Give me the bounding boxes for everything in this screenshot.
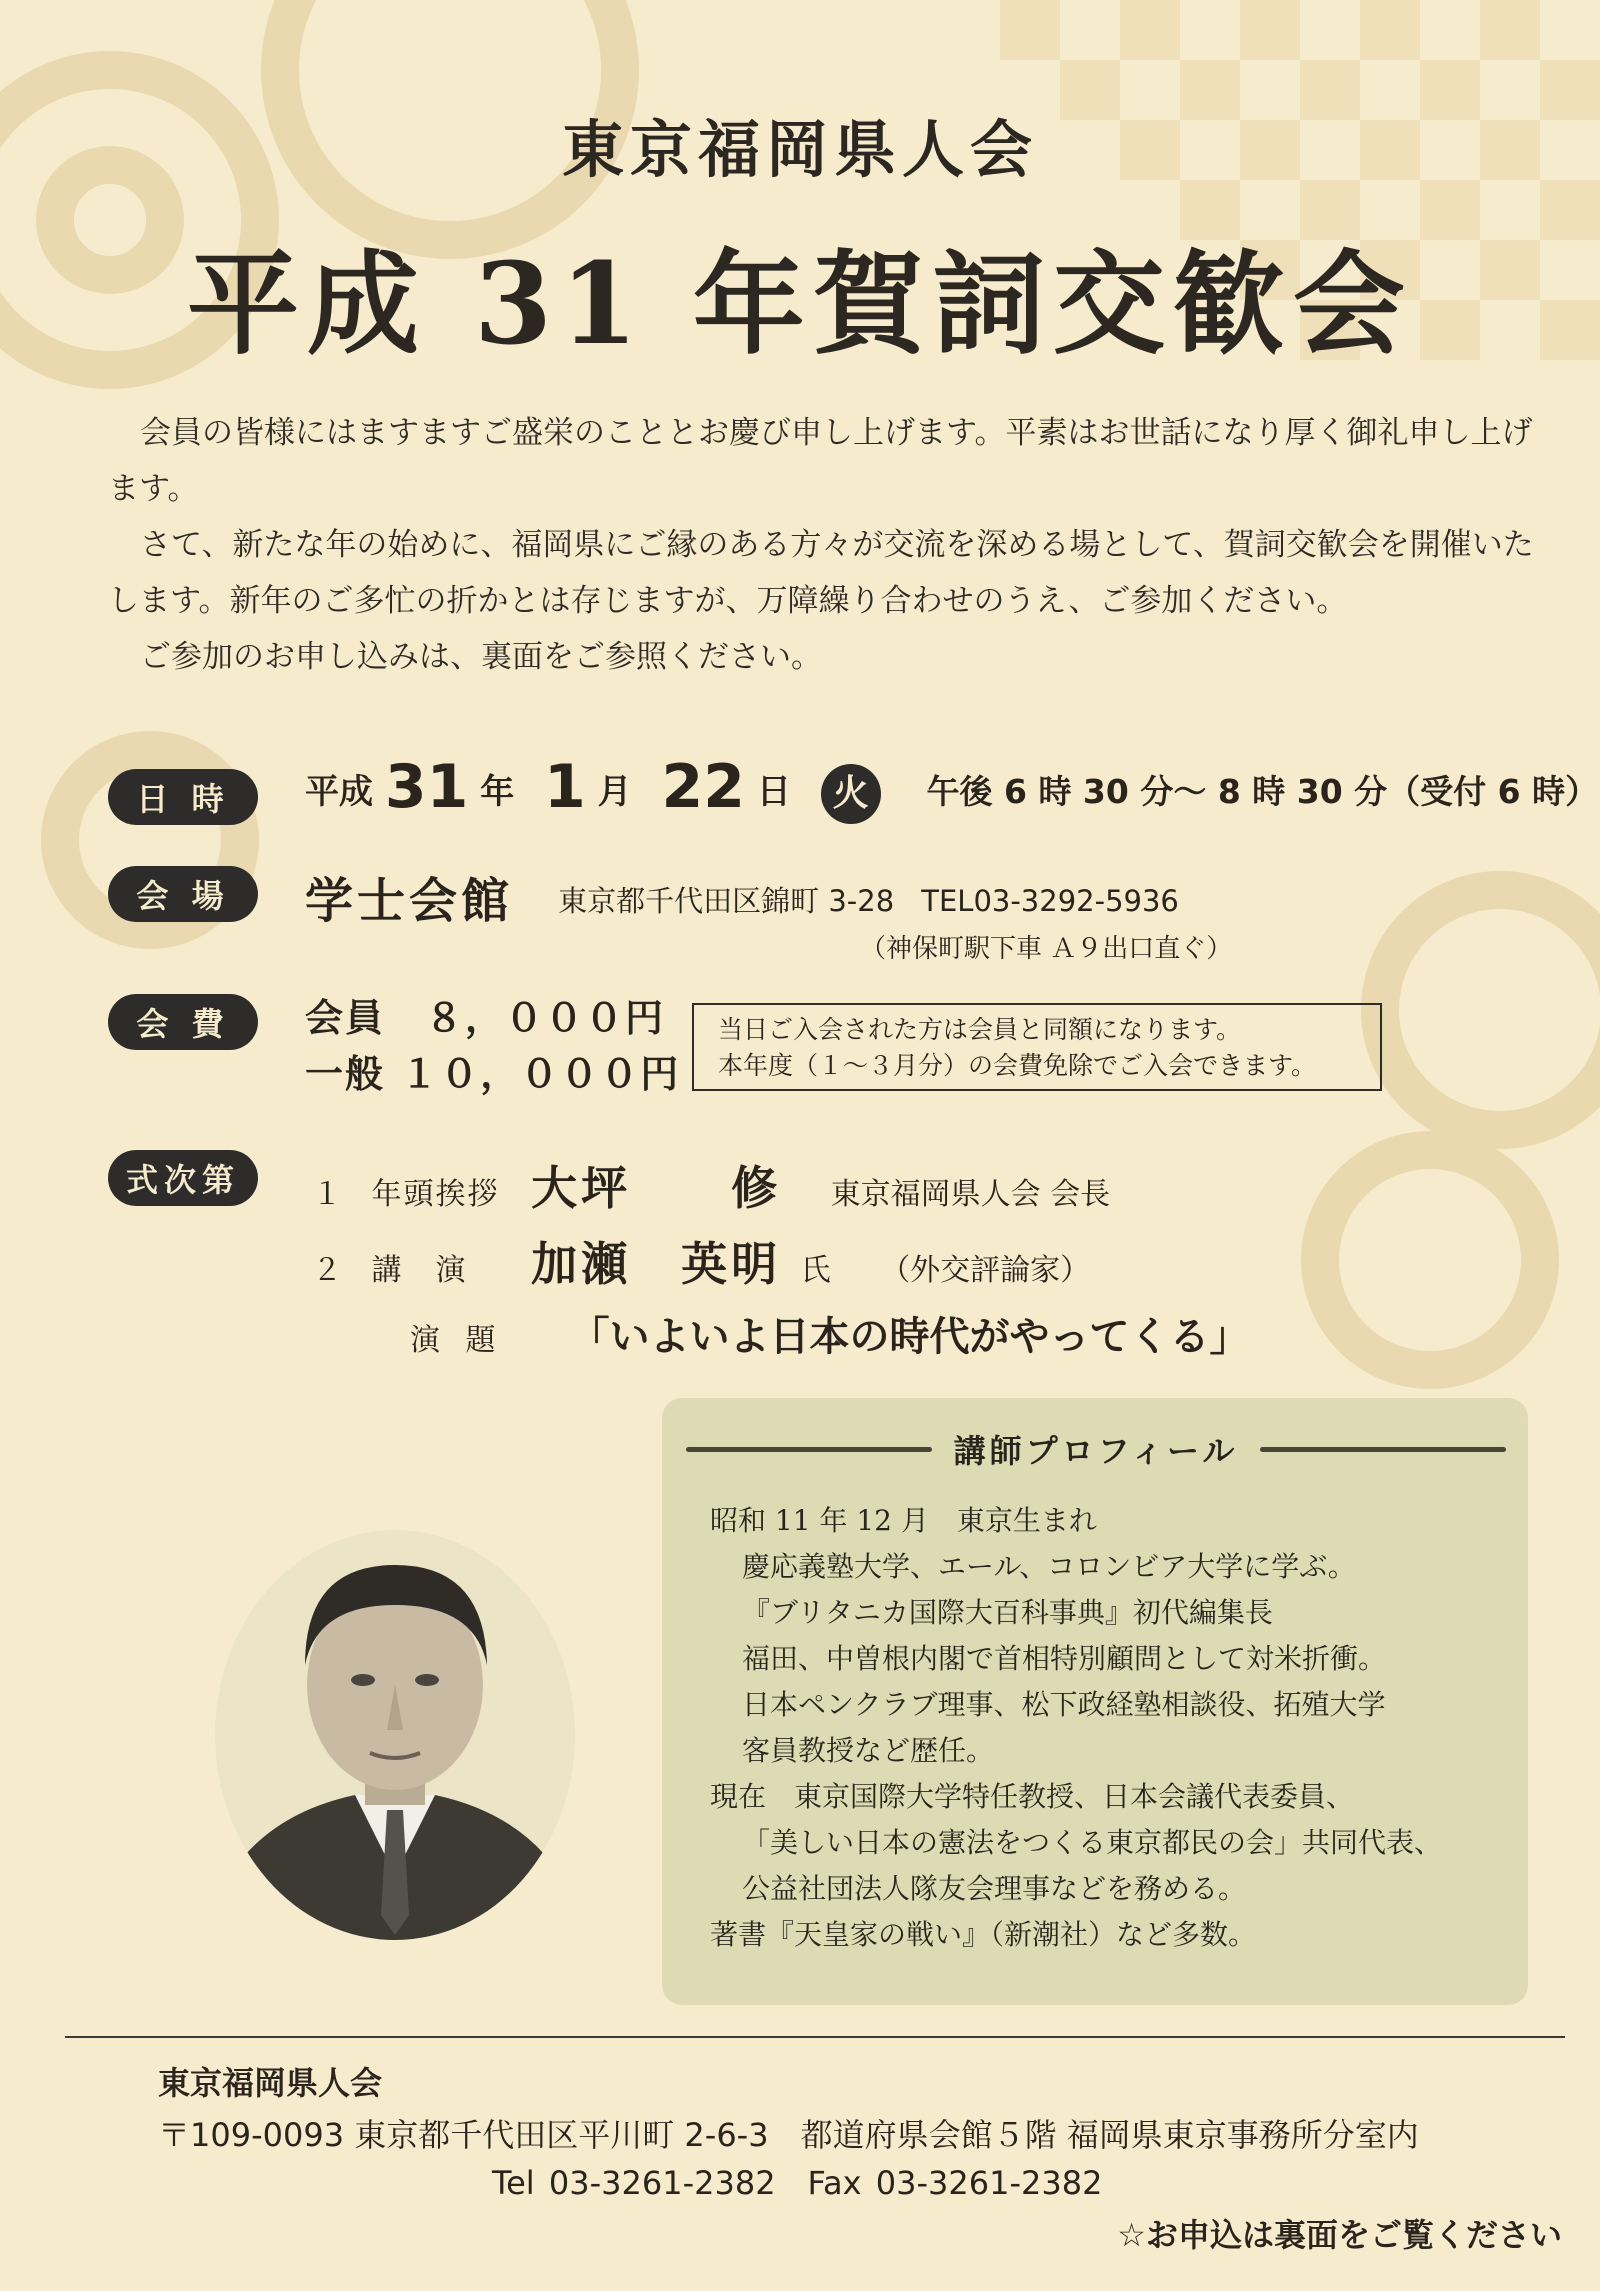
venue — [305, 862, 1179, 931]
profile-line: 公益社団法人隊友会理事などを務める。 — [742, 1872, 1247, 1905]
venue-name: 学士会館 — [305, 873, 514, 929]
date-month-unit: 月 — [597, 772, 632, 812]
date-day-unit: 日 — [756, 772, 791, 812]
footer-contact: Tel 03-3261-2382 Fax 03-3261-2382 — [492, 2164, 1103, 2202]
venue-access: （神保町駅下車 Ａ９出口直ぐ） — [860, 934, 1233, 964]
organization-title: 東京福岡県人会 — [561, 113, 1038, 186]
footer-divider — [65, 2036, 1565, 2038]
weekday-badge: 火 — [821, 764, 881, 824]
fee-member: 会員 ８，０００円 — [305, 996, 666, 1040]
profile-line: 『ブリタニカ国際大百科事典』初代編集長 — [742, 1596, 1273, 1629]
venue-phone: TEL03-3292-5936 — [921, 884, 1179, 918]
speaker-honorific: 氏 — [800, 1253, 831, 1288]
fee-amounts — [305, 990, 680, 1102]
fee-note-line: 本年度（１〜３月分）の会費免除でご入会できます。 — [718, 1051, 1317, 1080]
speaker-name: 加瀬 英明 — [531, 1237, 782, 1291]
venue-label: 会 場 — [108, 866, 258, 922]
profile-heading — [686, 1424, 1506, 1474]
program-number: １ — [312, 1177, 342, 1212]
profile-text — [710, 1498, 1510, 1958]
fee-label: 会 費 — [108, 994, 258, 1050]
event-time: 午後 6 時 30 分〜 8 時 30 分（受付 6 時） — [926, 772, 1599, 811]
profile-line: 著書『天皇家の戦い』（新潮社）など多数。 — [710, 1918, 1257, 1951]
profile-line: 福田、中曽根内閣で首相特別顧問として対米折衝。 — [742, 1642, 1387, 1675]
fee-note-line: 当日ご入会された方は会員と同額になります。 — [718, 1015, 1242, 1044]
lecture-topic-row — [410, 1305, 1250, 1362]
lecture-topic: 「いよいよ日本の時代がやってくる」 — [569, 1314, 1250, 1360]
intro-text — [108, 405, 1538, 685]
profile-line: 昭和 11 年 12 月 東京生まれ — [710, 1504, 1097, 1537]
date-era: 平成 — [305, 772, 373, 812]
profile-line: 現在 東京国際大学特任教授、日本会議代表委員、 — [710, 1780, 1355, 1813]
footer-address: 〒109-0093 東京都千代田区平川町 2-6-3 都道府県会館５階 福岡県東京事務所分室内 — [158, 2116, 1419, 2154]
profile-line: 客員教授など歴任。 — [742, 1734, 995, 1767]
fee-note-box — [692, 1003, 1382, 1091]
event-title: 平成 31 年賀詞交歓会 — [187, 239, 1413, 370]
program-item-label: 年頭挨拶 — [371, 1177, 500, 1212]
footer-note: ☆お申込は裏面をご覧ください — [1117, 2216, 1562, 2254]
topic-label: 演 題 — [410, 1323, 504, 1358]
event-date — [305, 752, 1598, 824]
program-item — [312, 1228, 1090, 1294]
program-label: 式次第 — [108, 1150, 258, 1206]
date-day: 22 — [661, 752, 745, 822]
date-year: 31 — [384, 752, 469, 822]
program-item-label: 講 演 — [371, 1253, 468, 1288]
profile-line: 日本ペンクラブ理事、松下政経塾相談役、拓殖大学 — [742, 1688, 1386, 1721]
intro-paragraph: ご参加のお申し込みは、裏面をご参照ください。 — [140, 639, 822, 675]
intro-paragraph: さて、新たな年の始めに、福岡県にご縁のある方々が交流を深める場として、賀詞交歓会を開催いたします。新年のご多忙の折かとは存じますが、万障繰り合わせのうえ、ご参加ください。 — [108, 527, 1534, 619]
speaker-role: 東京福岡県人会 会長 — [830, 1177, 1111, 1212]
speaker-name: 大坪 修 — [531, 1161, 782, 1215]
heading-rule — [1260, 1447, 1506, 1452]
venue-address: 東京都千代田区錦町 3-28 — [558, 884, 895, 918]
program-number: ２ — [312, 1253, 342, 1288]
profile-title: 講師プロフィール — [953, 1432, 1239, 1470]
speaker-role: （外交評論家） — [880, 1253, 1091, 1288]
datetime-label: 日 時 — [108, 769, 258, 825]
program-item — [312, 1152, 1110, 1218]
date-year-unit: 年 — [480, 772, 515, 812]
profile-line: 「美しい日本の憲法をつくる東京都民の会」共同代表、 — [742, 1826, 1443, 1859]
heading-rule — [686, 1447, 932, 1452]
intro-paragraph: 会員の皆様にはますますご盛栄のこととお慶び申し上げます。平素はお世話になり厚く御礼申し上げます。 — [108, 415, 1533, 507]
date-month: 1 — [544, 752, 586, 822]
footer-organization: 東京福岡県人会 — [158, 2064, 383, 2102]
speaker-portrait — [205, 1495, 585, 1945]
profile-line: 慶応義塾大学、エール、コロンビア大学に学ぶ。 — [742, 1550, 1356, 1583]
fee-general: 一般 １０，０００円 — [305, 1052, 681, 1096]
